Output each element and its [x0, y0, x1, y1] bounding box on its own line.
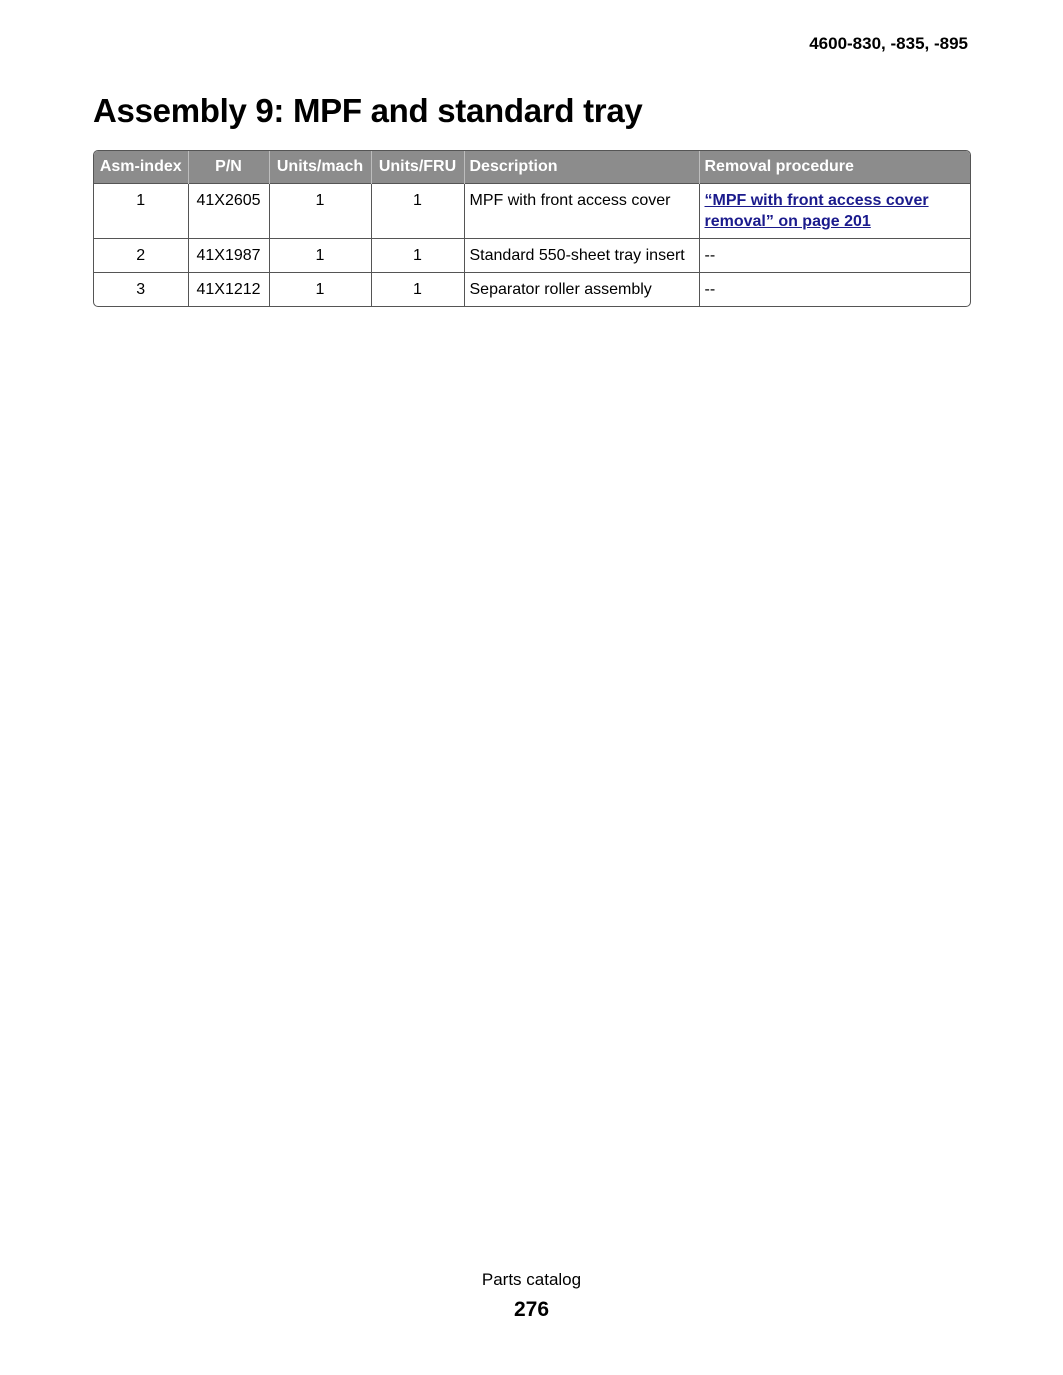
column-header-description: Description [464, 151, 699, 184]
parts-table-container [93, 150, 971, 307]
description-cell: Standard 550-sheet tray insert [464, 239, 699, 273]
units-fru-cell: 1 [371, 239, 464, 273]
removal-procedure-link[interactable]: “MPF with front access cover removal” on page 201 [704, 192, 929, 230]
column-header-pn: P/N [188, 151, 269, 184]
column-header-asm-index: Asm-index [94, 151, 188, 184]
page-title: Assembly 9: MPF and standard tray [93, 92, 643, 129]
footer-section-label: Parts catalog [481, 1270, 582, 1289]
table-row [94, 273, 970, 307]
column-header-units-mach: Units/mach [269, 151, 371, 184]
asm-index-cell: 3 [94, 273, 188, 307]
units-fru-cell: 1 [371, 184, 464, 239]
units-mach-cell: 1 [269, 239, 371, 273]
description-cell: Separator roller assembly [464, 273, 699, 307]
parts-table [94, 151, 970, 306]
removal-procedure-cell: -- [699, 239, 970, 273]
removal-procedure-cell: -- [699, 273, 970, 307]
part-number-cell: 41X2605 [188, 184, 269, 239]
asm-index-cell: 1 [94, 184, 188, 239]
table-row [94, 184, 970, 239]
column-header-removal-procedure: Removal procedure [699, 151, 970, 184]
asm-index-cell: 2 [94, 239, 188, 273]
units-mach-cell: 1 [269, 184, 371, 239]
removal-procedure-cell [699, 184, 970, 239]
description-cell: MPF with front access cover [464, 184, 699, 239]
column-header-units-fru: Units/FRU [371, 151, 464, 184]
page-number: 276 [513, 1298, 550, 1321]
table-row [94, 239, 970, 273]
units-fru-cell: 1 [371, 273, 464, 307]
table-header-row [94, 151, 970, 184]
units-mach-cell: 1 [269, 273, 371, 307]
model-numbers-header: 4600-830, -835, -895 [809, 34, 968, 53]
part-number-cell: 41X1212 [188, 273, 269, 307]
part-number-cell: 41X1987 [188, 239, 269, 273]
